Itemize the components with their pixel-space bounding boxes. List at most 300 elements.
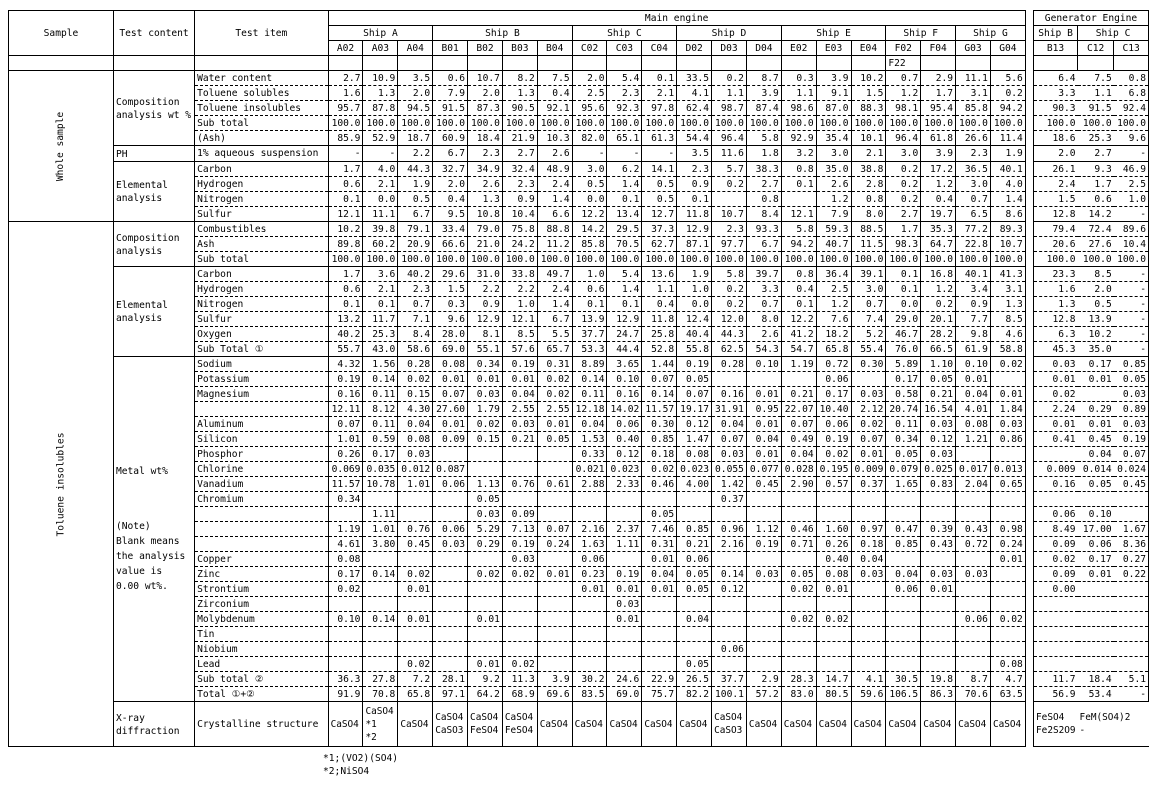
value-cell: 0.40	[816, 552, 851, 567]
value-cell: 0.14	[363, 612, 398, 627]
table-row	[9, 146, 1149, 162]
value-cell: 0.43	[921, 537, 956, 552]
value-cell: 2.3	[712, 222, 747, 237]
value-cell: 1.2	[921, 177, 956, 192]
column-gap	[1025, 642, 1033, 657]
value-cell: 0.028	[781, 462, 816, 477]
value-cell: 0.83	[921, 477, 956, 492]
value-cell: 60.2	[363, 237, 398, 252]
value-cell: 3.0	[886, 146, 921, 162]
value-cell: 11.57	[328, 477, 363, 492]
value-cell: 0.02	[328, 582, 363, 597]
value-cell: 25.3	[363, 327, 398, 342]
table-row	[9, 222, 1149, 237]
value-cell	[328, 507, 363, 522]
ship-name: Ship E	[781, 26, 886, 41]
value-cell	[537, 507, 572, 522]
value-cell	[816, 627, 851, 642]
value-cell: 0.04	[642, 567, 677, 582]
value-cell: 0.01	[990, 387, 1025, 402]
ship-name: Ship F	[886, 26, 956, 41]
column-gap	[1025, 71, 1033, 86]
test-item-label	[195, 537, 329, 552]
value-cell: 1.56	[363, 357, 398, 372]
value-cell: 6.7	[537, 312, 572, 327]
value-cell: 0.06	[956, 612, 991, 627]
value-cell: 41.2	[781, 327, 816, 342]
value-cell: 3.9	[537, 672, 572, 687]
value-cell: 29.5	[607, 222, 642, 237]
sample-subid	[328, 56, 363, 71]
value-cell: 0.06	[607, 417, 642, 432]
sample-id: B13	[1034, 41, 1078, 56]
value-cell	[990, 627, 1025, 642]
generator-value-cell	[1034, 627, 1078, 642]
value-cell	[502, 582, 537, 597]
value-cell: CaSO4	[677, 702, 712, 747]
value-cell	[851, 642, 886, 657]
value-cell: 3.1	[990, 282, 1025, 297]
value-cell: 0.19	[607, 567, 642, 582]
value-cell: 7.9	[816, 207, 851, 222]
value-cell: 0.18	[642, 447, 677, 462]
value-cell: 64.7	[921, 237, 956, 252]
test-item-label: Crystalline structure	[195, 702, 329, 747]
test-item-label: Ash	[195, 237, 329, 252]
generator-value-cell: 0.8	[1114, 71, 1149, 86]
column-gap	[1025, 342, 1033, 357]
value-cell: 0.31	[537, 357, 572, 372]
value-cell: 0.02	[816, 612, 851, 627]
value-cell: 1.4	[607, 282, 642, 297]
value-cell: 0.012	[398, 462, 433, 477]
value-cell: 0.08	[990, 657, 1025, 672]
value-cell: 25.8	[642, 327, 677, 342]
value-cell	[502, 612, 537, 627]
value-cell	[781, 597, 816, 612]
value-cell: 0.02	[990, 612, 1025, 627]
value-cell	[607, 492, 642, 507]
value-cell: 0.077	[746, 462, 781, 477]
value-cell: 12.18	[572, 402, 607, 417]
value-cell: 6.2	[607, 162, 642, 177]
value-cell: 0.06	[677, 552, 712, 567]
value-cell: 97.8	[642, 101, 677, 116]
value-cell: 40.7	[816, 237, 851, 252]
value-cell	[642, 612, 677, 627]
value-cell: 0.06	[433, 522, 468, 537]
value-cell: 0.04	[851, 552, 886, 567]
value-cell: 0.01	[921, 582, 956, 597]
value-cell: 100.0	[956, 116, 991, 131]
ship-name: Ship D	[677, 26, 782, 41]
value-cell	[990, 492, 1025, 507]
column-gap	[1025, 432, 1033, 447]
value-cell: 19.7	[921, 207, 956, 222]
generator-value-cell: 0.06	[1078, 537, 1114, 552]
value-cell: 0.02	[502, 567, 537, 582]
value-cell: 65.1	[607, 131, 642, 146]
generator-value-cell: -	[1114, 687, 1149, 702]
generator-value-cell: 0.41	[1034, 432, 1078, 447]
value-cell: 0.34	[886, 432, 921, 447]
value-cell: 0.1	[642, 71, 677, 86]
value-cell: 100.0	[746, 116, 781, 131]
test-item-label: Aluminum	[195, 417, 329, 432]
value-cell: 92.1	[537, 101, 572, 116]
test-content-label	[113, 702, 194, 747]
value-cell: 0.087	[433, 462, 468, 477]
sample-id: B02	[468, 41, 503, 56]
value-cell	[816, 597, 851, 612]
test-item-label: Sulfur	[195, 312, 329, 327]
column-gap	[1025, 41, 1033, 56]
value-cell: 0.6	[572, 282, 607, 297]
value-cell: 0.16	[607, 387, 642, 402]
value-cell: 29.6	[433, 267, 468, 282]
header-sample: Sample	[9, 11, 114, 56]
value-cell	[537, 627, 572, 642]
value-cell: 3.9	[816, 71, 851, 86]
value-cell: 1.5	[851, 86, 886, 101]
generator-value-cell: 100.0	[1078, 252, 1114, 267]
value-cell: 0.02	[642, 462, 677, 477]
test-item-label: Combustibles	[195, 222, 329, 237]
test-item-label: Sub Total ①	[195, 342, 329, 357]
ship-name: Ship A	[328, 26, 433, 41]
table-row	[9, 702, 1149, 747]
generator-value-cell: 0.89	[1114, 402, 1149, 417]
value-cell	[851, 627, 886, 642]
value-cell: 0.035	[363, 462, 398, 477]
value-cell: 0.21	[781, 387, 816, 402]
value-cell	[363, 642, 398, 657]
value-cell: 100.0	[921, 252, 956, 267]
value-cell: 2.1	[851, 146, 886, 162]
value-cell: 100.0	[816, 116, 851, 131]
value-cell: 8.7	[746, 71, 781, 86]
header-test-content: Test content	[113, 11, 194, 56]
value-cell: 100.0	[956, 252, 991, 267]
generator-value-cell: 89.6	[1114, 222, 1149, 237]
generator-value-cell: 0.06	[1034, 507, 1078, 522]
sample-subid	[607, 56, 642, 71]
sample-subid	[956, 56, 991, 71]
generator-value-cell: 12.8	[1034, 312, 1078, 327]
value-cell: 63.5	[990, 687, 1025, 702]
value-cell: 0.01	[642, 552, 677, 567]
value-cell: 65.8	[398, 687, 433, 702]
value-cell: 28.1	[433, 672, 468, 687]
value-cell: 0.8	[781, 162, 816, 177]
ship-name: Ship G	[956, 26, 1026, 41]
column-gap	[1025, 86, 1033, 101]
value-cell: 0.07	[781, 417, 816, 432]
generator-value-cell: 1.5	[1034, 192, 1078, 207]
value-cell: 1.01	[363, 522, 398, 537]
column-gap	[1025, 101, 1033, 116]
value-cell: 0.03	[607, 597, 642, 612]
value-cell: 0.95	[746, 402, 781, 417]
value-cell: 0.01	[502, 372, 537, 387]
value-cell: 96.4	[886, 131, 921, 146]
sample-id: C04	[642, 41, 677, 56]
generator-value-cell	[1034, 447, 1078, 462]
value-cell: 87.1	[677, 237, 712, 252]
value-cell: 19.8	[921, 672, 956, 687]
value-cell: 3.5	[677, 146, 712, 162]
value-cell: 0.19	[502, 357, 537, 372]
value-cell: 0.49	[781, 432, 816, 447]
value-cell: 2.2	[502, 282, 537, 297]
value-cell: 2.3	[502, 177, 537, 192]
value-cell	[433, 447, 468, 462]
value-cell	[990, 447, 1025, 462]
value-cell: 75.8	[502, 222, 537, 237]
value-cell: 13.6	[642, 267, 677, 282]
test-item-label	[195, 402, 329, 417]
value-cell: 1.79	[468, 402, 503, 417]
value-cell: 0.40	[607, 432, 642, 447]
value-cell: 1.01	[328, 432, 363, 447]
value-cell: 7.5	[537, 71, 572, 86]
value-cell: 89.3	[990, 222, 1025, 237]
value-cell: 2.16	[572, 522, 607, 537]
value-cell: 0.5	[572, 177, 607, 192]
value-cell	[677, 627, 712, 642]
value-cell: 2.1	[363, 282, 398, 297]
value-cell: 0.02	[398, 657, 433, 672]
value-cell: 65.7	[537, 342, 572, 357]
generator-value-cell: 0.07	[1114, 447, 1149, 462]
value-cell: 8.5	[502, 327, 537, 342]
generator-value-cell: 0.02	[1034, 387, 1078, 402]
value-cell: 0.2	[712, 282, 747, 297]
value-cell: 0.06	[433, 477, 468, 492]
generator-value-cell: 0.03	[1114, 417, 1149, 432]
ship-name: Ship C	[572, 26, 677, 41]
value-cell: 12.9	[607, 312, 642, 327]
generator-value-cell: 0.17	[1078, 552, 1114, 567]
generator-value-cell: 8.5	[1078, 267, 1114, 282]
column-gap	[1025, 237, 1033, 252]
value-cell: 10.2	[851, 71, 886, 86]
value-cell: 8.89	[572, 357, 607, 372]
value-cell	[537, 462, 572, 477]
value-cell: 19.17	[677, 402, 712, 417]
sample-subid	[990, 56, 1025, 71]
value-cell: 0.03	[956, 567, 991, 582]
generator-value-cell: 0.02	[1034, 552, 1078, 567]
value-cell	[781, 192, 816, 207]
generator-value-cell: 0.09	[1034, 537, 1078, 552]
value-cell: 11.6	[712, 146, 747, 162]
value-cell: 0.12	[921, 432, 956, 447]
value-cell	[956, 492, 991, 507]
value-cell	[851, 612, 886, 627]
value-cell: 5.29	[468, 522, 503, 537]
value-cell: 40.1	[956, 267, 991, 282]
value-cell: 1.1	[712, 86, 747, 101]
value-cell: 2.0	[398, 86, 433, 101]
value-cell: 11.3	[502, 672, 537, 687]
generator-value-cell: 45.3	[1034, 342, 1078, 357]
value-cell: 2.37	[607, 522, 642, 537]
value-cell: 2.04	[956, 477, 991, 492]
value-cell	[363, 492, 398, 507]
column-gap	[1025, 627, 1033, 642]
generator-value-cell: 10.2	[1078, 327, 1114, 342]
generator-value-cell: 0.05	[1114, 372, 1149, 387]
value-cell: 34.9	[468, 162, 503, 177]
value-cell: 0.9	[502, 192, 537, 207]
value-cell: 39.8	[363, 222, 398, 237]
value-cell: 0.03	[468, 507, 503, 522]
value-cell: 0.76	[398, 522, 433, 537]
value-cell	[956, 447, 991, 462]
generator-value-cell: 0.29	[1078, 402, 1114, 417]
value-cell: 0.1	[781, 177, 816, 192]
value-cell: 82.0	[572, 131, 607, 146]
test-content-label	[113, 222, 194, 267]
value-cell: 0.05	[921, 372, 956, 387]
value-cell: CaSO4	[746, 702, 781, 747]
value-cell: 2.0	[433, 177, 468, 192]
value-cell: 4.00	[677, 477, 712, 492]
test-content-label	[113, 146, 194, 162]
column-gap	[1025, 402, 1033, 417]
value-cell: 100.0	[781, 252, 816, 267]
value-cell: 1.1	[642, 282, 677, 297]
sample-label	[9, 71, 114, 222]
test-item-label: Nitrogen	[195, 297, 329, 312]
analysis-table-container	[8, 10, 1149, 747]
value-cell: 2.90	[781, 477, 816, 492]
value-cell: 0.21	[502, 432, 537, 447]
value-cell: 17.2	[921, 162, 956, 177]
value-cell: 37.7	[712, 672, 747, 687]
test-item-label: Chromium	[195, 492, 329, 507]
value-cell: 100.0	[886, 116, 921, 131]
value-cell: 8.5	[990, 312, 1025, 327]
value-cell: 1.7	[328, 267, 363, 282]
generator-value-cell: 0.45	[1078, 432, 1114, 447]
value-cell: 33.8	[502, 267, 537, 282]
sample-subid	[363, 56, 398, 71]
value-cell: 0.2	[712, 177, 747, 192]
value-cell: 33.4	[433, 222, 468, 237]
value-cell: CaSO4 FeSO4	[502, 702, 537, 747]
generator-value-cell: 92.4	[1114, 101, 1149, 116]
value-cell	[363, 597, 398, 612]
generator-value-cell: 25.3	[1078, 131, 1114, 146]
value-cell: 0.4	[921, 192, 956, 207]
value-cell: 11.8	[677, 207, 712, 222]
value-cell: 4.1	[677, 86, 712, 101]
value-cell: 16.54	[921, 402, 956, 417]
value-cell: 100.0	[712, 252, 747, 267]
ship-name: Ship B	[1034, 26, 1078, 41]
value-cell: 4.30	[398, 402, 433, 417]
value-cell: 8.1	[468, 327, 503, 342]
value-cell	[781, 642, 816, 657]
value-cell: 80.5	[816, 687, 851, 702]
value-cell	[398, 627, 433, 642]
test-item-label: Hydrogen	[195, 282, 329, 297]
value-cell: 1.47	[677, 432, 712, 447]
value-cell: 0.03	[990, 417, 1025, 432]
value-cell: 16.8	[921, 267, 956, 282]
value-cell: 1.4	[537, 192, 572, 207]
value-cell: 100.1	[712, 687, 747, 702]
value-cell: 0.19	[746, 537, 781, 552]
value-cell: 36.4	[816, 267, 851, 282]
generator-value-cell: 0.03	[1114, 387, 1149, 402]
value-cell: 1.60	[816, 522, 851, 537]
value-cell	[712, 552, 747, 567]
value-cell: 3.0	[851, 282, 886, 297]
value-cell: 40.2	[328, 327, 363, 342]
value-cell: 0.01	[468, 612, 503, 627]
value-cell: 13.4	[607, 207, 642, 222]
generator-value-cell: 26.1	[1034, 162, 1078, 177]
value-cell: 0.01	[746, 387, 781, 402]
value-cell: CaSO4	[607, 702, 642, 747]
value-cell: 0.01	[746, 447, 781, 462]
value-cell: 0.28	[712, 357, 747, 372]
value-cell: 13.2	[328, 312, 363, 327]
generator-value-cell: 13.9	[1078, 312, 1114, 327]
value-cell: 12.9	[677, 222, 712, 237]
value-cell	[468, 447, 503, 462]
test-content-text: Composition analysis wt %	[115, 96, 192, 121]
value-cell: 0.1	[328, 297, 363, 312]
generator-value-cell	[1078, 492, 1114, 507]
sample-subid	[746, 56, 781, 71]
value-cell: 0.03	[851, 387, 886, 402]
generator-value-cell	[1078, 582, 1114, 597]
generator-value-cell: 72.4	[1078, 222, 1114, 237]
value-cell: 22.07	[781, 402, 816, 417]
value-cell: 100.0	[502, 252, 537, 267]
test-item-label: Sulfur	[195, 207, 329, 222]
value-cell	[433, 657, 468, 672]
value-cell: 10.4	[502, 207, 537, 222]
value-cell: 100.0	[398, 116, 433, 131]
value-cell: 7.9	[433, 86, 468, 101]
value-cell	[433, 642, 468, 657]
generator-value-cell	[1034, 612, 1078, 627]
value-cell: 1.4	[607, 177, 642, 192]
value-cell: 0.07	[537, 522, 572, 537]
value-cell	[886, 642, 921, 657]
sample-id: G03	[956, 41, 991, 56]
value-cell: 0.29	[468, 537, 503, 552]
generator-value-cell: 27.6	[1078, 237, 1114, 252]
value-cell: 1.3	[502, 86, 537, 101]
value-cell: 0.05	[886, 447, 921, 462]
value-cell: 0.39	[921, 522, 956, 537]
sample-subid	[781, 56, 816, 71]
value-cell: 100.0	[537, 116, 572, 131]
value-cell: 0.3	[781, 71, 816, 86]
sample-id: D02	[677, 41, 712, 56]
value-cell: 7.2	[398, 672, 433, 687]
value-cell: 0.02	[990, 357, 1025, 372]
column-gap	[1025, 162, 1033, 177]
value-cell: 100.0	[468, 116, 503, 131]
generator-value-cell	[1034, 657, 1078, 672]
